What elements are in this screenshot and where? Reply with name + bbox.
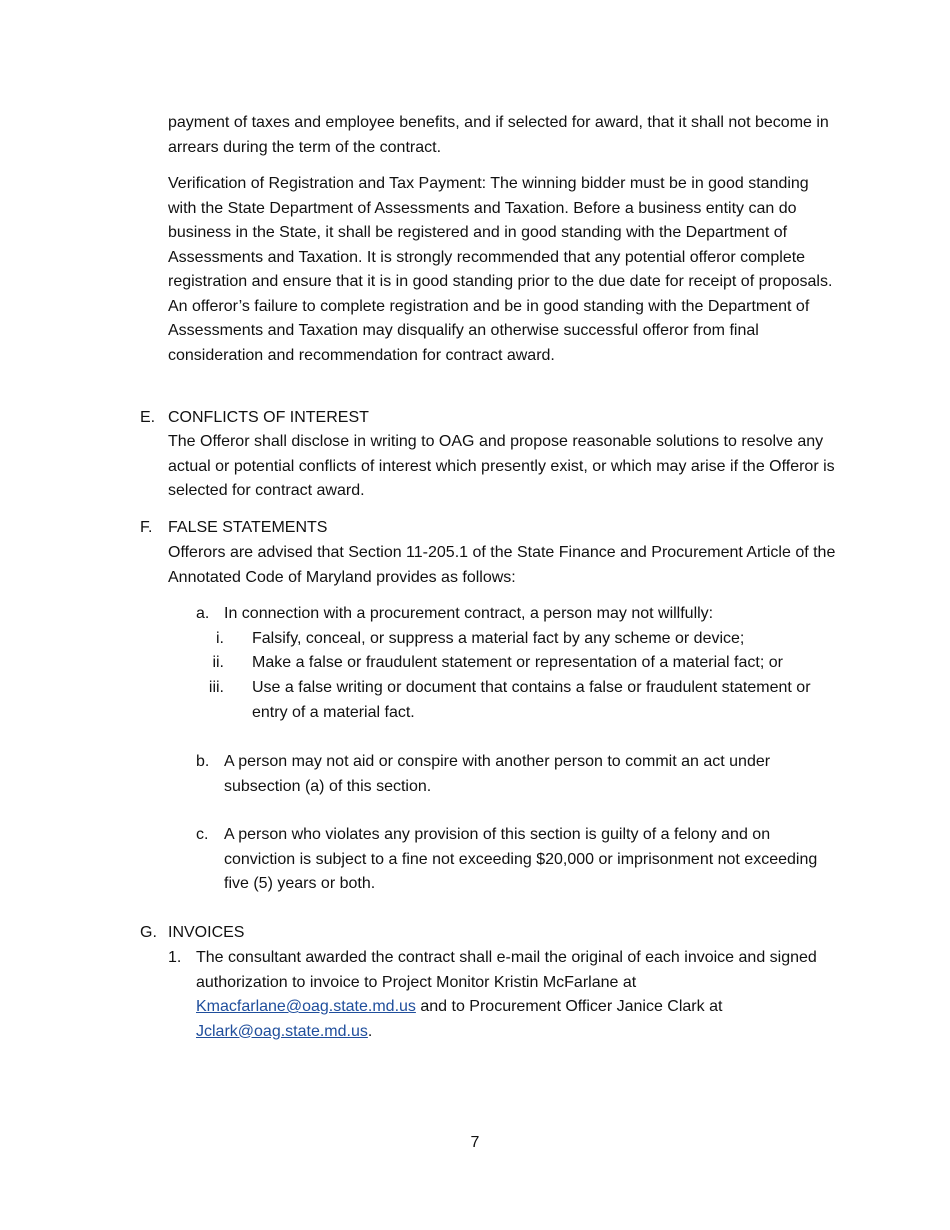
item-a-marker: a. <box>196 605 210 622</box>
section-g-marker: G. <box>140 924 157 941</box>
invoice-item-1-marker: 1. <box>168 949 182 966</box>
section-e-heading: CONFLICTS OF INTEREST <box>168 409 369 426</box>
section-f-heading: FALSE STATEMENTS <box>168 519 328 536</box>
subitem-ii-marker: ii. <box>212 654 224 671</box>
subitem-iii-marker: iii. <box>208 679 224 696</box>
item-a-text: In connection with a procurement contract, a person may not willfully: <box>224 605 714 622</box>
page-number: 7 <box>470 1134 480 1151</box>
invoice-text-after: . <box>367 1022 373 1040</box>
invoice-item-1-text <box>196 946 822 1044</box>
subitem-ii-text: Make a false or fraudulent statement or representation of a material fact; or <box>252 654 783 671</box>
subitem-i-marker: i. <box>216 630 224 647</box>
invoice-text-middle: and to Procurement Officer Janice Clark at <box>420 998 723 1015</box>
section-e-marker: E. <box>140 409 156 426</box>
intro-continuation-paragraph: payment of taxes and employee benefits, and if selected for award, that it shall not become in arrears during the term of the contract. <box>168 114 829 156</box>
jclark-email-link[interactable]: Jclark@oag.state.md.us <box>196 1022 368 1040</box>
subitem-i-text: Falsify, conceal, or suppress a material fact by any scheme or device; <box>252 630 745 647</box>
invoice-text-before: The consultant awarded the contract shall e-mail the original of each invoice and signed authorization to invoice to Project Monitor Kristin McFarlane at <box>196 949 817 991</box>
section-e-body: The Offeror shall disclose in writing to OAG and propose reasonable solutions to resolve any actual or potential conflicts of interest which presently exist, or which may arise if the Offeror is selected for contract award. <box>168 433 835 499</box>
item-c-marker: c. <box>196 826 209 843</box>
item-c-text: A person who violates any provision of this section is guilty of a felony and on conviction is subject to a fine not exceeding $20,000 or imprisonment not exceeding five (5) years or both. <box>224 826 818 892</box>
section-g-heading: INVOICES <box>168 924 245 941</box>
subitem-iii-text: Use a false writing or document that contains a false or fraudulent statement or entry of a material fact. <box>252 679 811 721</box>
kmacfarlane-email-link[interactable]: Kmacfarlane@oag.state.md.us <box>196 998 416 1015</box>
item-b-text: A person may not aid or conspire with another person to commit an act under subsection (a) of this section. <box>224 753 771 795</box>
section-f-body: Offerors are advised that Section 11-205.1 of the State Finance and Procurement Article of the Annotated Code of Maryland provides as follows: <box>168 544 836 586</box>
item-b-marker: b. <box>196 753 210 770</box>
verification-paragraph: Verification of Registration and Tax Payment: The winning bidder must be in good standing with the State Department of Assessments and Taxation. Before a business entity can do business in the State, it shall be registered and in good standing with the Department of Assessments and Taxation. It is strongly recommended that any potential offeror complete registration and ensure that it is in good standing prior to the due date for receipt of proposals. An offeror’s failure to complete registration and be in good standing with the Department of Assessments and Taxation may disqualify an otherwise successful offeror from final consideration and recommendation for contract award. <box>168 175 833 364</box>
section-f-marker: F. <box>140 519 153 536</box>
